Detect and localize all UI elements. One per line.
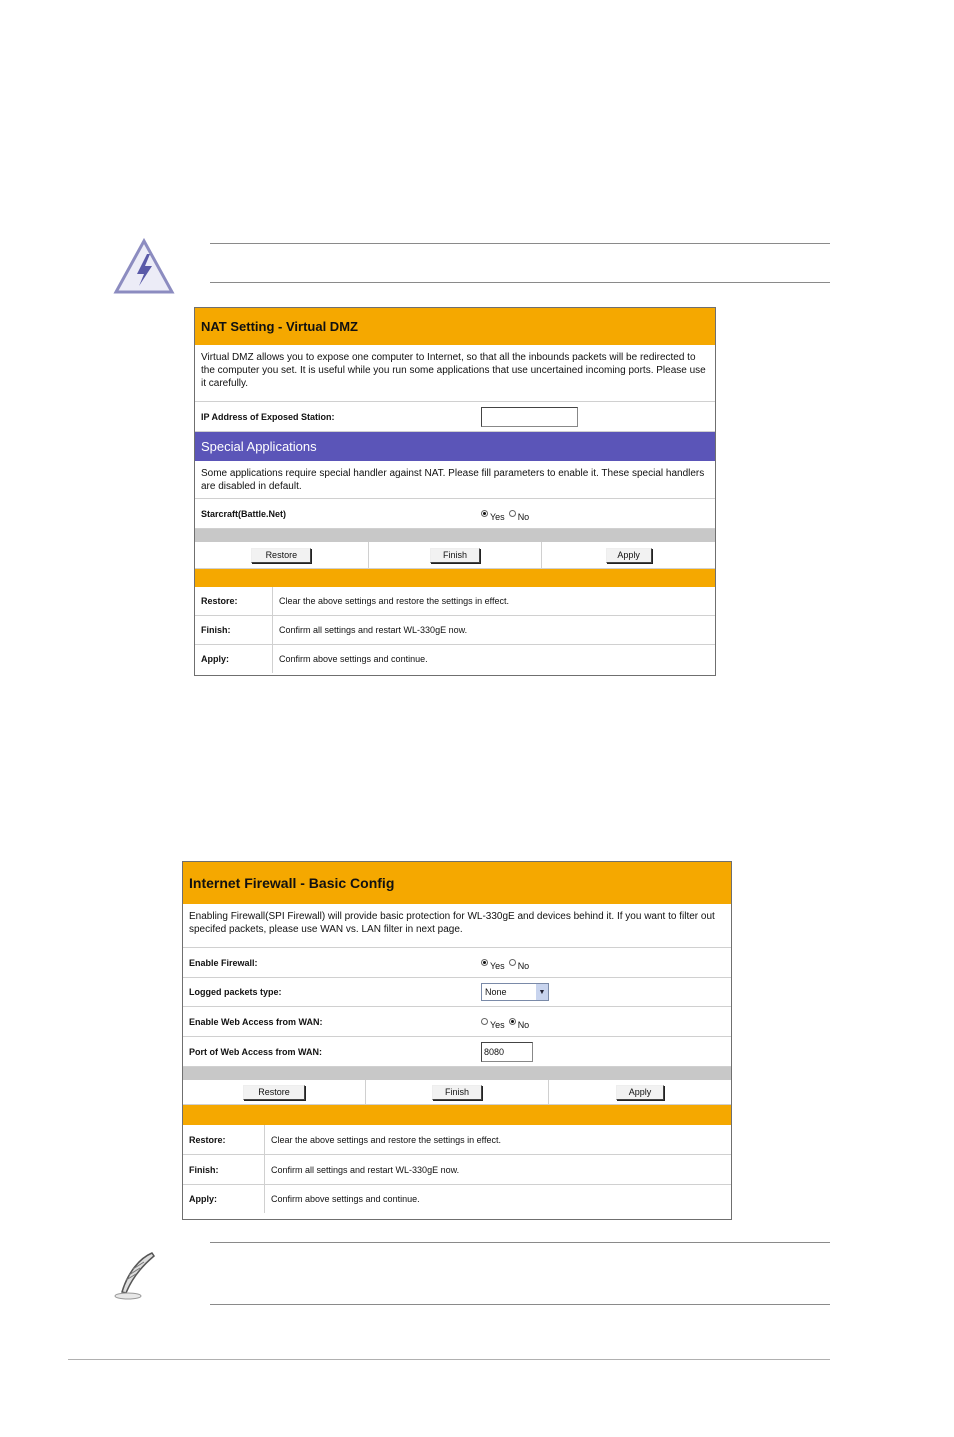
dmz-description: Virtual DMZ allows you to expose one computer to Internet, so that all the inbounds packets will be redirected to the computer you set. It is useful while you run some applications that use uncertained incoming ports. Please use it carefully. bbox=[195, 345, 715, 402]
firewall-help-apply bbox=[183, 1185, 731, 1213]
virtual-dmz-panel bbox=[194, 307, 716, 676]
dmz-help-apply bbox=[195, 645, 715, 673]
firewall-restore-cell bbox=[183, 1080, 366, 1104]
firewall-description: Enabling Firewall(SPI Firewall) will provide basic protection for WL-330gE and devices behind it. If you want to filter out specifed packets, please use WAN vs. LAN filter in next page. bbox=[183, 904, 731, 948]
firewall-title: Internet Firewall - Basic Config bbox=[183, 862, 731, 904]
logged-packets-label: Logged packets type: bbox=[189, 987, 282, 997]
dmz-restore-cell bbox=[195, 542, 369, 568]
dmz-ip-input[interactable] bbox=[481, 407, 578, 427]
firewall-separator-bar bbox=[183, 1067, 731, 1080]
web-access-yes-label: Yes bbox=[490, 1019, 505, 1030]
web-access-radio-group bbox=[481, 1017, 533, 1030]
web-access-no-label: No bbox=[517, 1019, 530, 1030]
firewall-button-row bbox=[183, 1080, 731, 1105]
firewall-finish-cell bbox=[366, 1080, 549, 1104]
dmz-finish-button[interactable]: Finish bbox=[430, 548, 480, 563]
enable-firewall-label: Enable Firewall: bbox=[189, 957, 258, 968]
dmz-help-apply-label: Apply: bbox=[195, 645, 273, 673]
feather-pen-icon bbox=[112, 1250, 158, 1302]
web-access-port-label: Port of Web Access from WAN: bbox=[189, 1046, 323, 1057]
dmz-finish-cell bbox=[369, 542, 543, 568]
web-access-port-input[interactable]: 8080 bbox=[481, 1042, 533, 1062]
firewall-help-apply-label: Apply: bbox=[183, 1185, 265, 1213]
web-access-no-radio[interactable] bbox=[509, 1018, 516, 1025]
dmz-title: NAT Setting - Virtual DMZ bbox=[195, 308, 715, 345]
logged-packets-cell bbox=[481, 983, 549, 1001]
dmz-ip-row bbox=[195, 402, 715, 432]
dmz-button-row bbox=[195, 542, 715, 569]
dmz-ip-label: IP Address of Exposed Station: bbox=[201, 411, 335, 422]
enable-firewall-row bbox=[183, 948, 731, 978]
warning-top-rule bbox=[210, 243, 830, 244]
firewall-help-restore-label: Restore: bbox=[183, 1125, 265, 1154]
dmz-help-restore-label: Restore: bbox=[195, 587, 273, 615]
dmz-help-apply-desc: Confirm above settings and continue. bbox=[279, 654, 428, 664]
web-access-yes-radio[interactable] bbox=[481, 1018, 488, 1025]
firewall-help-restore-desc: Clear the above settings and restore the settings in effect. bbox=[271, 1134, 501, 1145]
starcraft-no-label: No bbox=[517, 511, 530, 522]
logged-packets-row bbox=[183, 978, 731, 1007]
enable-firewall-radio-group bbox=[481, 958, 533, 971]
firewall-finish-button[interactable]: Finish bbox=[432, 1085, 482, 1100]
logged-packets-value: None bbox=[485, 987, 507, 997]
footer-rule bbox=[68, 1359, 830, 1360]
starcraft-label: Starcraft(Battle.Net) bbox=[201, 508, 287, 519]
dmz-separator-bar bbox=[195, 529, 715, 542]
special-applications-header: Special Applications bbox=[195, 432, 715, 461]
enable-firewall-no-label: No bbox=[517, 960, 530, 971]
warning-triangle-icon bbox=[113, 238, 175, 296]
dmz-apply-button[interactable]: Apply bbox=[606, 548, 652, 563]
note-top-rule bbox=[210, 1242, 830, 1243]
dmz-help-restore bbox=[195, 587, 715, 616]
starcraft-yes-radio[interactable] bbox=[481, 510, 488, 517]
firewall-apply-button[interactable]: Apply bbox=[616, 1085, 664, 1100]
enable-firewall-yes-radio[interactable] bbox=[481, 959, 488, 966]
chevron-down-icon: ▼ bbox=[536, 984, 548, 1000]
dmz-help-header-bar bbox=[195, 569, 715, 587]
dmz-help-finish-label: Finish: bbox=[195, 616, 273, 644]
special-applications-description: Some applications require special handler against NAT. Please fill parameters to enable it. These special handlers are disabled in default. bbox=[195, 461, 715, 499]
note-bottom-rule bbox=[210, 1304, 830, 1305]
web-access-row bbox=[183, 1007, 731, 1037]
firewall-help-restore bbox=[183, 1125, 731, 1155]
enable-firewall-yes-label: Yes bbox=[490, 960, 505, 971]
dmz-help-finish-desc: Confirm all settings and restart WL-330gE now. bbox=[279, 625, 468, 635]
firewall-restore-button[interactable]: Restore bbox=[243, 1085, 305, 1100]
firewall-panel bbox=[182, 861, 732, 1220]
firewall-apply-cell bbox=[549, 1080, 731, 1104]
warning-bottom-rule bbox=[210, 282, 830, 283]
firewall-help-finish-label: Finish: bbox=[183, 1155, 265, 1184]
starcraft-no-radio[interactable] bbox=[509, 510, 516, 517]
logged-packets-select[interactable] bbox=[481, 983, 549, 1001]
dmz-restore-button[interactable]: Restore bbox=[251, 548, 311, 563]
firewall-help-header-bar bbox=[183, 1105, 731, 1125]
dmz-help-restore-desc: Clear the above settings and restore the settings in effect. bbox=[279, 596, 509, 606]
firewall-help-finish bbox=[183, 1155, 731, 1185]
starcraft-radio-group bbox=[481, 509, 533, 522]
starcraft-yes-label: Yes bbox=[490, 511, 505, 522]
web-access-port-row bbox=[183, 1037, 731, 1067]
dmz-help-finish bbox=[195, 616, 715, 645]
firewall-help-apply-desc: Confirm above settings and continue. bbox=[271, 1194, 420, 1204]
web-access-label: Enable Web Access from WAN: bbox=[189, 1016, 323, 1027]
enable-firewall-no-radio[interactable] bbox=[509, 959, 516, 966]
dmz-ip-cell bbox=[481, 407, 578, 427]
starcraft-row bbox=[195, 499, 715, 529]
dmz-apply-cell bbox=[542, 542, 715, 568]
firewall-help-finish-desc: Confirm all settings and restart WL-330gE now. bbox=[271, 1164, 460, 1175]
web-access-port-cell bbox=[481, 1042, 533, 1062]
